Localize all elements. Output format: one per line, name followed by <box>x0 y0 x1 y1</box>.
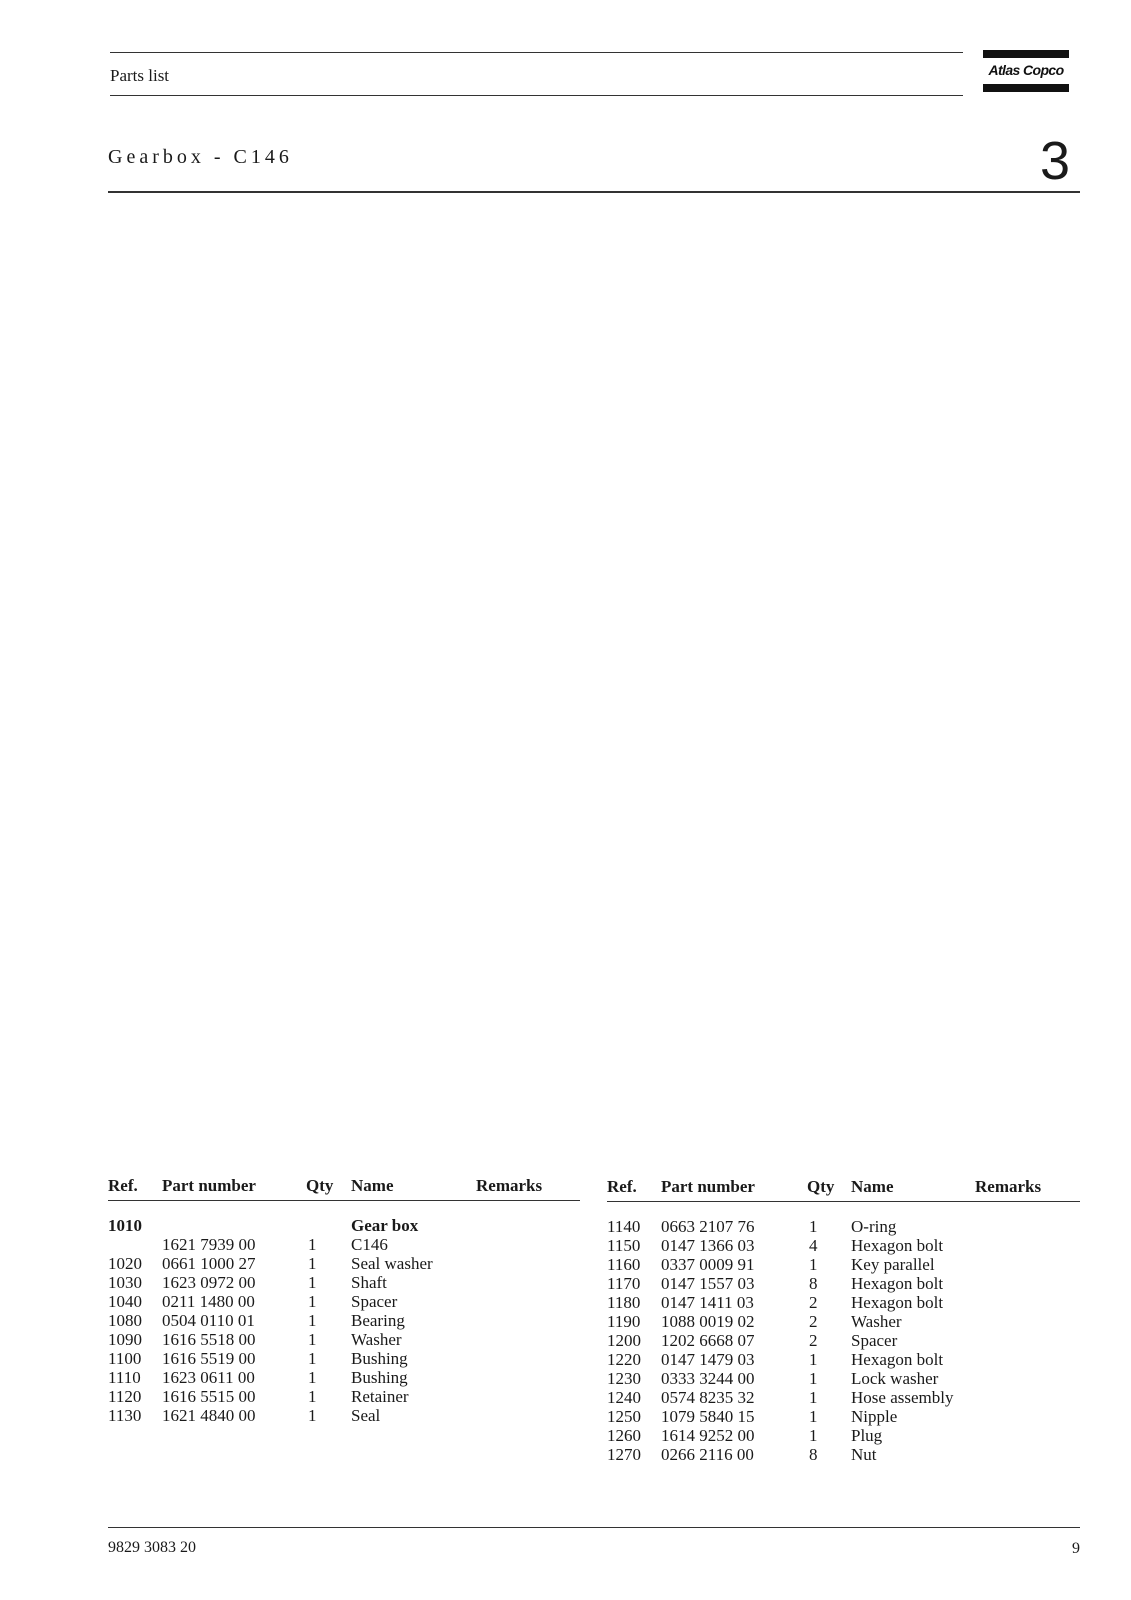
table-row <box>607 1217 1080 1236</box>
name-cell: Washer <box>851 1312 902 1331</box>
part-number-cell: 0211 1480 00 <box>162 1292 255 1311</box>
table-row <box>607 1388 1080 1407</box>
qty-cell: 1 <box>308 1273 317 1292</box>
qty-cell: 1 <box>308 1330 317 1349</box>
name-cell: Bearing <box>351 1311 405 1330</box>
name-cell: C146 <box>351 1235 388 1254</box>
name-cell: Seal washer <box>351 1254 433 1273</box>
header-name: Name <box>351 1176 394 1195</box>
name-cell: Washer <box>351 1330 402 1349</box>
table-row <box>607 1369 1080 1388</box>
ref-cell: 1110 <box>108 1368 141 1387</box>
table-row <box>108 1406 580 1425</box>
qty-cell: 1 <box>809 1388 818 1407</box>
ref-cell: 1200 <box>607 1331 641 1350</box>
ref-cell: 1040 <box>108 1292 142 1311</box>
header-part-number: Part number <box>162 1176 256 1195</box>
header-bottom-rule <box>110 95 963 96</box>
name-cell: Seal <box>351 1406 381 1425</box>
part-number-cell: 0147 1557 03 <box>661 1274 755 1293</box>
page-title: Gearbox - C146 <box>108 146 293 168</box>
name-cell: Retainer <box>351 1387 409 1406</box>
qty-cell: 1 <box>308 1311 317 1330</box>
qty-cell: 1 <box>308 1368 317 1387</box>
table-row <box>108 1254 580 1273</box>
name-cell: Nut <box>851 1445 877 1464</box>
name-cell: Spacer <box>351 1292 398 1311</box>
table-row <box>108 1292 580 1311</box>
qty-cell: 1 <box>809 1255 818 1274</box>
part-number-cell: 1623 0611 00 <box>162 1368 255 1387</box>
header-ref: Ref. <box>607 1177 637 1196</box>
qty-cell: 1 <box>809 1426 818 1445</box>
ref-cell: 1240 <box>607 1388 641 1407</box>
qty-cell: 8 <box>809 1274 818 1293</box>
qty-cell: 2 <box>809 1293 818 1312</box>
name-cell: Plug <box>851 1426 883 1445</box>
exploded-view-area <box>108 200 1070 1160</box>
part-number-cell: 0147 1479 03 <box>661 1350 755 1369</box>
table-header <box>108 1176 580 1202</box>
qty-cell: 2 <box>809 1312 818 1331</box>
name-cell: Hose assembly <box>851 1388 954 1407</box>
table-row <box>607 1312 1080 1331</box>
footer-rule <box>108 1527 1080 1528</box>
table-row <box>607 1445 1080 1464</box>
name-cell: Hexagon bolt <box>851 1350 944 1369</box>
ref-cell: 1160 <box>607 1255 641 1274</box>
name-cell: Hexagon bolt <box>851 1293 944 1312</box>
ref-cell: 1020 <box>108 1254 142 1273</box>
table-header <box>607 1177 1080 1203</box>
section-label: Parts list <box>110 66 170 85</box>
header-name: Name <box>851 1177 894 1196</box>
qty-cell: 1 <box>809 1217 818 1236</box>
name-cell: Lock washer <box>851 1369 939 1388</box>
part-number-cell: 1079 5840 15 <box>661 1407 755 1426</box>
part-number-cell: 0337 0009 91 <box>661 1255 755 1274</box>
ref-cell: 1230 <box>607 1369 641 1388</box>
qty-cell: 1 <box>809 1407 818 1426</box>
ref-cell: 1120 <box>108 1387 142 1406</box>
header-top-rule <box>110 52 963 53</box>
document-number: 9829 3083 20 <box>108 1539 196 1556</box>
name-cell: Bushing <box>351 1349 408 1368</box>
ref-cell: 1140 <box>607 1217 641 1236</box>
brand-wordmark: Atlas Copco <box>988 62 1064 78</box>
table-row <box>607 1236 1080 1255</box>
table-row <box>108 1235 580 1254</box>
qty-cell: 1 <box>308 1406 317 1425</box>
name-cell: Spacer <box>851 1331 898 1350</box>
table-row <box>108 1216 580 1235</box>
part-number-cell: 0663 2107 76 <box>661 1217 755 1236</box>
qty-cell: 1 <box>308 1235 317 1254</box>
table-body <box>607 1217 1080 1464</box>
name-cell: Key parallel <box>851 1255 935 1274</box>
ref-cell: 1090 <box>108 1330 142 1349</box>
name-cell: Bushing <box>351 1368 408 1387</box>
ref-cell: 1180 <box>607 1293 641 1312</box>
ref-cell: 1270 <box>607 1445 641 1464</box>
table-row <box>607 1331 1080 1350</box>
qty-cell: 1 <box>809 1350 818 1369</box>
name-cell: Gear box <box>351 1216 419 1235</box>
ref-cell: 1170 <box>607 1274 641 1293</box>
table-row <box>607 1293 1080 1312</box>
header-remarks: Remarks <box>476 1176 543 1195</box>
part-number-cell: 0147 1366 03 <box>661 1236 755 1255</box>
table-row <box>607 1426 1080 1445</box>
ref-cell: 1150 <box>607 1236 641 1255</box>
header-qty: Qty <box>306 1176 334 1195</box>
part-number-cell: 1088 0019 02 <box>661 1312 755 1331</box>
ref-cell: 1220 <box>607 1350 641 1369</box>
name-cell: Nipple <box>851 1407 898 1426</box>
part-number-cell: 1616 5515 00 <box>162 1387 256 1406</box>
part-number-cell: 1623 0972 00 <box>162 1273 256 1292</box>
parts-table-right <box>607 1177 1080 1487</box>
parts-table-left <box>108 1176 580 1436</box>
header-ref: Ref. <box>108 1176 138 1195</box>
ref-cell: 1130 <box>108 1406 142 1425</box>
qty-cell: 1 <box>308 1349 317 1368</box>
ref-cell: 1260 <box>607 1426 641 1445</box>
part-number-cell: 1202 6668 07 <box>661 1331 755 1350</box>
part-number-cell: 0574 8235 32 <box>661 1388 755 1407</box>
table-row <box>108 1273 580 1292</box>
part-number-cell: 0333 3244 00 <box>661 1369 755 1388</box>
part-number-cell: 1616 5519 00 <box>162 1349 256 1368</box>
table-row <box>607 1255 1080 1274</box>
ref-cell: 1030 <box>108 1273 142 1292</box>
part-number-cell: 1616 5518 00 <box>162 1330 256 1349</box>
ref-cell: 1080 <box>108 1311 142 1330</box>
part-number-cell: 0661 1000 27 <box>162 1254 256 1273</box>
atlas-copco-logo <box>983 50 1069 92</box>
qty-cell: 1 <box>308 1254 317 1273</box>
table-row <box>607 1274 1080 1293</box>
table-row <box>108 1311 580 1330</box>
ref-cell: 1250 <box>607 1407 641 1426</box>
ref-cell: 1190 <box>607 1312 641 1331</box>
part-number-cell: 1621 7939 00 <box>162 1235 256 1254</box>
ref-cell: 1100 <box>108 1349 142 1368</box>
header-rule <box>607 1201 1080 1202</box>
qty-cell: 2 <box>809 1331 818 1350</box>
chapter-number: 3 <box>1040 131 1071 191</box>
title-rule <box>108 191 1080 193</box>
name-cell: Hexagon bolt <box>851 1274 944 1293</box>
table-row <box>607 1350 1080 1369</box>
ref-cell: 1010 <box>108 1216 142 1235</box>
qty-cell: 4 <box>809 1236 818 1255</box>
part-number-cell: 0266 2116 00 <box>661 1445 754 1464</box>
table-body <box>108 1216 580 1425</box>
qty-cell: 1 <box>308 1387 317 1406</box>
header-rule <box>108 1200 580 1201</box>
qty-cell: 8 <box>809 1445 818 1464</box>
part-number-cell: 0504 0110 01 <box>162 1311 255 1330</box>
name-cell: O-ring <box>851 1217 897 1236</box>
name-cell: Shaft <box>351 1273 387 1292</box>
header-remarks: Remarks <box>975 1177 1042 1196</box>
table-row <box>108 1387 580 1406</box>
part-number-cell: 0147 1411 03 <box>661 1293 754 1312</box>
table-row <box>108 1368 580 1387</box>
name-cell: Hexagon bolt <box>851 1236 944 1255</box>
qty-cell: 1 <box>809 1369 818 1388</box>
part-number-cell: 1621 4840 00 <box>162 1406 256 1425</box>
table-row <box>108 1349 580 1368</box>
table-row <box>607 1407 1080 1426</box>
table-row <box>108 1330 580 1349</box>
header-qty: Qty <box>807 1177 835 1196</box>
header-part-number: Part number <box>661 1177 755 1196</box>
part-number-cell: 1614 9252 00 <box>661 1426 755 1445</box>
page-number: 9 <box>1072 1540 1080 1557</box>
qty-cell: 1 <box>308 1292 317 1311</box>
